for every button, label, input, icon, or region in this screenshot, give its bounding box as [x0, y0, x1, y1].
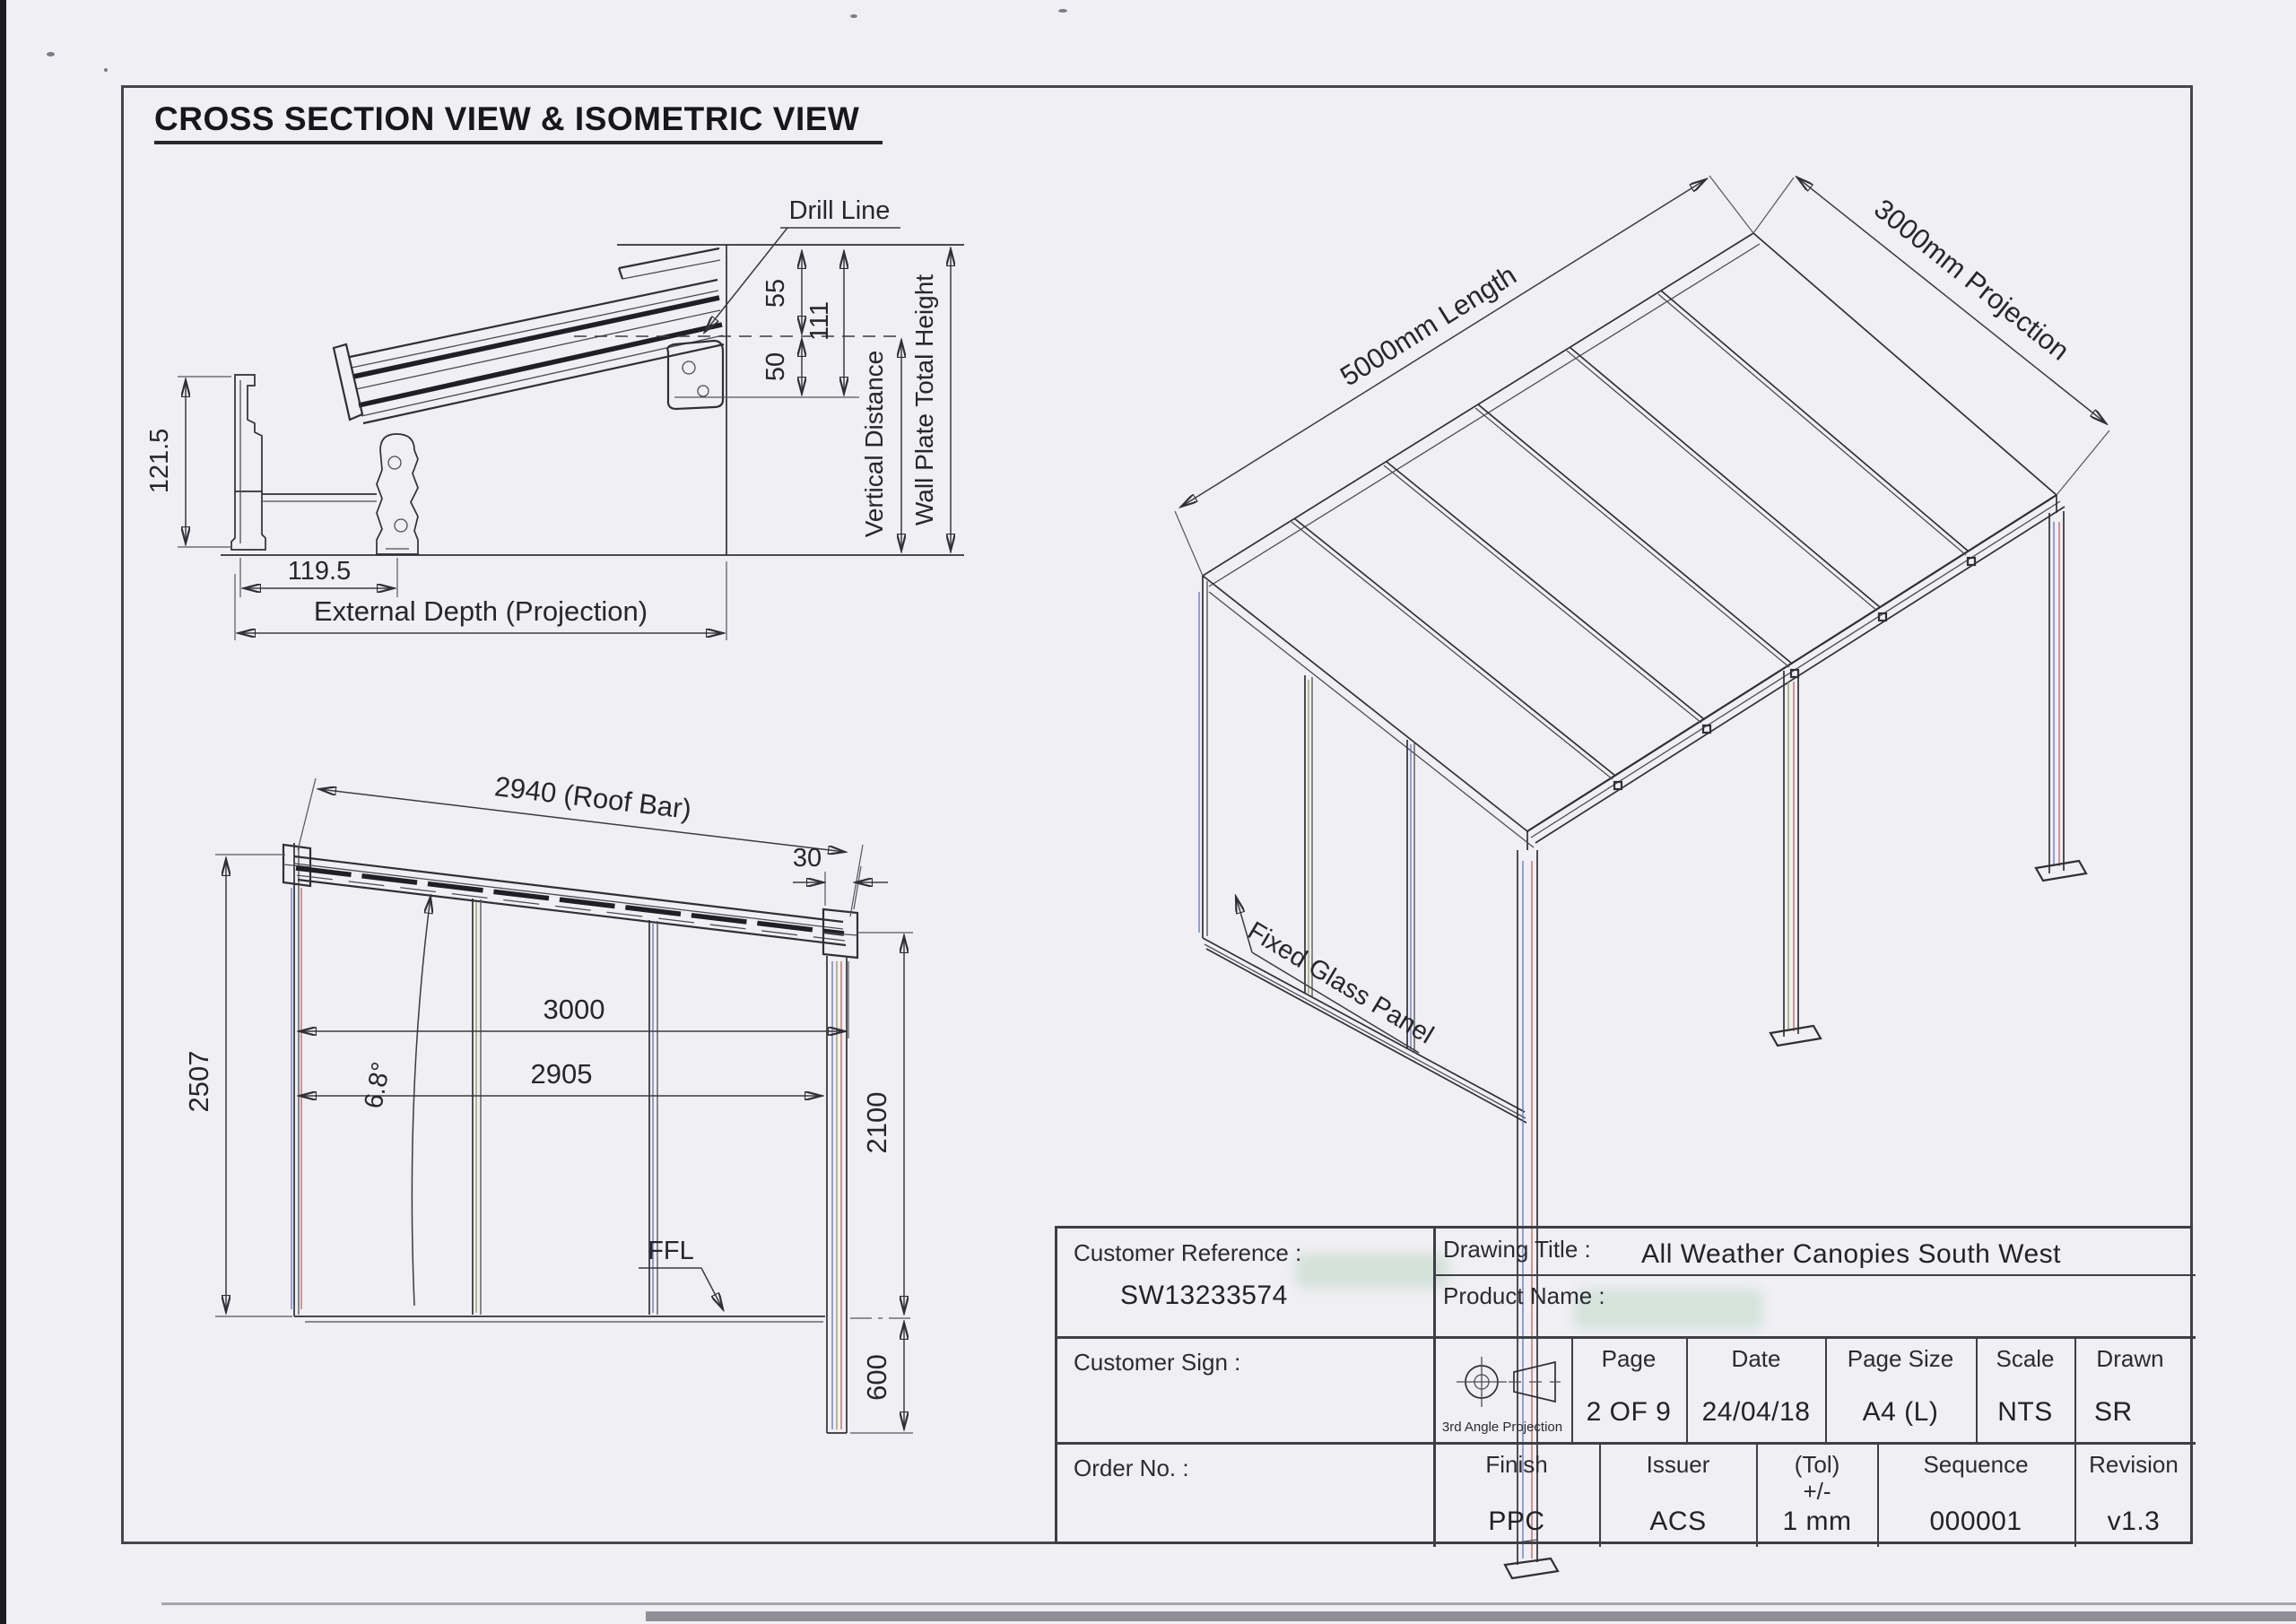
dim-text-2507: 2507: [183, 1050, 214, 1113]
dimension-121-5: [145, 377, 231, 547]
drawn-label: Drawn: [2096, 1345, 2164, 1372]
issuer-label: Issuer: [1646, 1451, 1710, 1478]
tb-divider: [1825, 1339, 1827, 1442]
tb-divider: [1877, 1445, 1879, 1547]
finish-label: Finish: [1485, 1451, 1548, 1478]
tol-value: 1 mm: [1782, 1507, 1852, 1536]
dim-text-2940: 2940 (Roof Bar): [492, 770, 693, 826]
dimension-wall-plate-height: [910, 249, 951, 551]
dimension-30: [793, 844, 888, 909]
product-name-label: Product Name :: [1443, 1282, 1605, 1309]
dim-text-121-5: 121.5: [145, 428, 174, 494]
dimension-roof-angle: [360, 897, 430, 1306]
external-depth-label: External Depth (Projection): [313, 595, 648, 627]
gutter-bracket-profile: [377, 434, 418, 554]
ffl-callout: [639, 1237, 723, 1309]
finish-value: PPC: [1488, 1507, 1545, 1536]
revision-value: v1.3: [2107, 1507, 2161, 1536]
tol-label: (Tol): [1794, 1451, 1840, 1478]
page-title: CROSS SECTION VIEW & ISOMETRIC VIEW: [154, 100, 883, 144]
wall-plate-height-label: Wall Plate Total Height: [910, 274, 938, 526]
tb-divider: [1976, 1339, 1978, 1442]
tb-divider: [1057, 1336, 2196, 1339]
dim-text-3000-projection: 3000mm Projection: [1868, 192, 2075, 367]
drawing-title-value: All Weather Canopies South West: [1641, 1239, 2061, 1269]
tb-divider: [1433, 1229, 1436, 1547]
dim-text-30: 30: [792, 844, 822, 873]
dimension-2940: [298, 770, 863, 916]
dimension-600: [850, 1318, 913, 1433]
page-value: 2 OF 9: [1586, 1397, 1672, 1427]
dim-text-5000: 5000mm Length: [1335, 258, 1522, 393]
tb-divider: [1599, 1445, 1601, 1547]
issuer-value: ACS: [1649, 1507, 1707, 1536]
tol-label2: +/-: [1803, 1478, 1831, 1505]
dimension-50: [761, 340, 802, 394]
vertical-distance-label: Vertical Distance: [860, 350, 888, 538]
dim-text-2100: 2100: [861, 1091, 892, 1154]
order-no-label: Order No. :: [1074, 1455, 1189, 1481]
ffl-label: FFL: [648, 1237, 694, 1265]
dim-text-111: 111: [805, 300, 834, 342]
scale-label: Scale: [1996, 1345, 2055, 1372]
drawn-value: SR: [2094, 1397, 2133, 1427]
tb-divider: [1756, 1445, 1758, 1547]
page-label: Page: [1601, 1345, 1657, 1372]
tb-divider: [1686, 1339, 1688, 1442]
elevation-mullion: [473, 899, 481, 1315]
iso-post-middle: [1770, 669, 1821, 1046]
iso-post-right: [2036, 511, 2086, 881]
dimension-2100: [857, 933, 913, 1313]
sequence-label: Sequence: [1923, 1451, 2029, 1478]
dim-text-119-5: 119.5: [287, 557, 352, 586]
tb-divider: [1571, 1339, 1573, 1442]
dimension-2507: [183, 855, 292, 1316]
customer-reference-label: Customer Reference :: [1074, 1239, 1302, 1266]
side-glass-panels: [1199, 576, 1534, 1123]
dim-text-angle: 6.8°: [359, 1059, 396, 1111]
drawing-title-label: Drawing Title :: [1443, 1236, 1591, 1263]
dimension-3000-projection: [1753, 178, 2109, 495]
dim-text-55: 55: [761, 278, 790, 308]
tb-divider: [2074, 1339, 2076, 1442]
page-size-value: A4 (L): [1862, 1397, 1939, 1427]
customer-sign-label: Customer Sign :: [1074, 1349, 1241, 1376]
elevation-post: [827, 956, 847, 1433]
fixed-glass-panel-callout: [1236, 897, 1439, 1053]
dimension-vertical-distance: [860, 341, 901, 551]
dim-text-3000: 3000: [543, 994, 605, 1025]
dimension-5000-length: [1175, 176, 1753, 576]
drill-line-label: Drill Line: [788, 196, 891, 225]
revision-label: Revision: [2089, 1451, 2179, 1478]
fixed-glass-panel-label: Fixed Glass Panel: [1242, 916, 1439, 1050]
tb-divider: [1433, 1274, 2196, 1276]
date-value: 24/04/18: [1701, 1397, 1811, 1427]
dim-text-50: 50: [761, 352, 790, 382]
tb-divider: [2074, 1445, 2076, 1547]
projection-symbol-label: 3rd Angle Projection: [1441, 1420, 1563, 1435]
dim-text-2905: 2905: [530, 1058, 593, 1090]
tb-divider: [1057, 1442, 2196, 1445]
sequence-value: 000001: [1929, 1507, 2022, 1536]
dimension-3000: [300, 961, 848, 1038]
wall-plate-profile: [231, 375, 265, 550]
drill-line-callout: [705, 196, 900, 332]
scale-value: NTS: [1997, 1397, 2053, 1427]
dim-text-600: 600: [861, 1354, 892, 1401]
customer-reference-value: SW13233574: [1120, 1281, 1288, 1310]
elevation-view: [183, 770, 913, 1433]
cross-section-view: [145, 196, 964, 640]
dimension-111: [805, 252, 844, 394]
title-block: [1055, 1226, 2193, 1544]
dimension-55: [761, 252, 802, 333]
date-label: Date: [1731, 1345, 1781, 1372]
dimension-119-5: [240, 557, 397, 597]
page-size-label: Page Size: [1847, 1345, 1954, 1372]
